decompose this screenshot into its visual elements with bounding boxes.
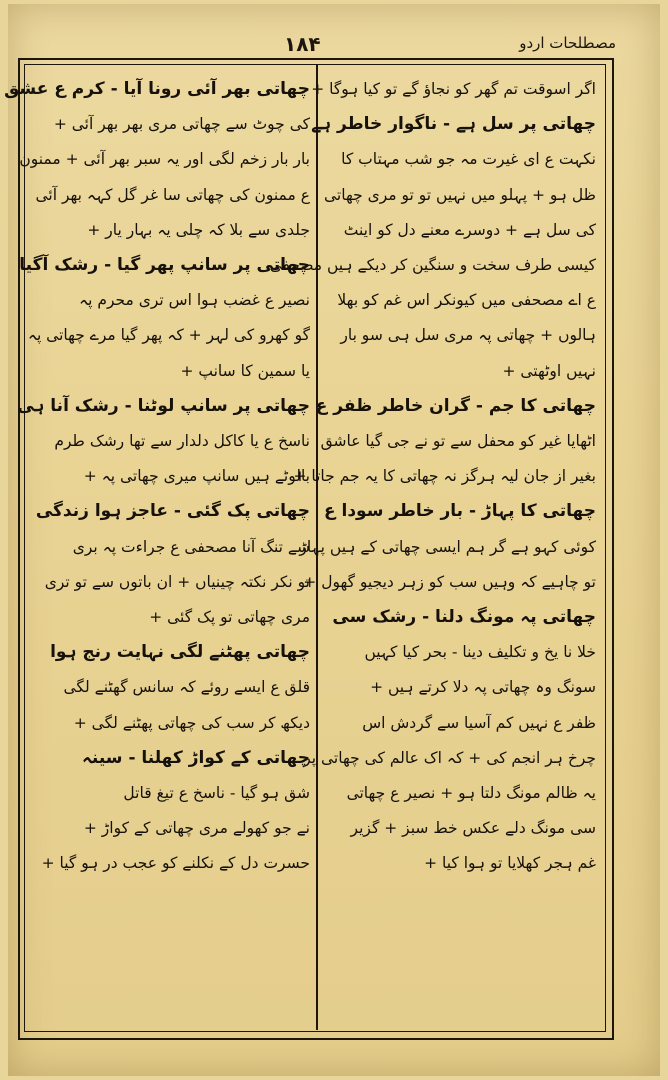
text-line: تو نکر نکتہ چینیاں + ان باتوں سے تو تری — [44, 572, 310, 591]
text-line: خلا نا یخ و تکلیف دینا - بحر کیا کہیں — [364, 643, 596, 662]
text-line: نصیر ع غضب ہوا اس تری محرم پہ — [79, 291, 310, 310]
text-line: حسرت دل کے نکلنے کو عجب در ہو گیا + — [41, 854, 310, 873]
text-line: غم ہجر کھلایا تو ہوا کیا + — [424, 854, 596, 873]
entry-heading-line: چھاتی پر سانپ لوٹنا - رشک آنا ہی — [17, 395, 310, 416]
text-line: گو کھرو کی لہر + کہ پھر گیا مرے چھاتی پہ — [27, 326, 310, 345]
left-text-column — [4, 72, 310, 1022]
entry-heading-line: چھاتی کا پہاڑ - بار خاطر سودا ع — [323, 501, 596, 522]
text-line: جلدی سے بلا کہ چلی یہ بہار یار + — [87, 220, 310, 239]
entry-heading-line: چھاتی بھر آئی رونا آیا - کرم ع عشق — [4, 79, 310, 99]
entry-heading-line: چھاتی پہ مونگ دلنا - رشک سی — [332, 607, 596, 628]
text-line: ظفر ع نہیں کم آسیا سے گردش اس — [362, 713, 596, 732]
text-line: مری چھاتی تو پک گئی + — [149, 608, 310, 627]
text-line: یا سمین کا سانپ + — [180, 361, 310, 380]
entry-heading-line: چھاتی پر سانپ پھر گیا - رشک آگیا — [19, 255, 310, 276]
text-line: نہیں اوٹھتی + — [502, 361, 596, 380]
entry-heading-line: چھاتی پک گئی - عاجز ہوا زندگی — [35, 501, 310, 522]
entry-heading-line: چھاتی کے کواڑ کھلنا - سینہ — [81, 747, 310, 768]
text-line: چرخ ہر انجم کی + کہ اک عالم کی چھاتی پر — [303, 748, 596, 767]
text-line: بغیر از جان لیہ ہرگز نہ چھاتی کا یہ جم جاتا + — [293, 467, 596, 486]
entry-heading-line: چھاتی پھٹنے لگی نہایت رنج ہوا — [50, 642, 310, 663]
text-line: یہ ظالم مونگ دلتا ہو + نصیر ع چھاتی — [346, 784, 596, 803]
text-line: دیکھ کر سب کی چھاتی پھٹنے لگی + — [73, 713, 310, 732]
text-line: اگر اسوقت تم گھر کو نجاؤ گے تو کیا ہوگا + — [311, 80, 596, 98]
page-number: ۱۸۴ — [284, 32, 321, 56]
entry-heading-line: چھاتی کا جم - گران خاطر ظفر ع — [315, 395, 596, 416]
page-header — [0, 30, 668, 58]
text-line: اٹھایا غیر کو محفل سے تو نے جی گیا عاشق — [320, 432, 596, 451]
text-line: شق ہو گیا - ناسخ ع تیغ قاتل — [123, 784, 310, 803]
entry-heading-line: چھاتی پر سل ہے - ناگوار خاطر ہے — [311, 114, 596, 135]
text-line: ع ممنون کی چھاتی سا غر گل کہہ بھر آئی — [35, 185, 310, 204]
text-line: بالوٹے ہیں سانپ میری چھاتی پہ + — [83, 467, 310, 486]
text-line: ع اے مصحفی میں کیونکر اس غم کو بھلا — [337, 291, 596, 310]
text-line: کی سل ہے + دوسرے معنے دل کو اینٹ — [343, 220, 596, 239]
text-line: سونگ وہ چھاتی پہ دلا کرتے ہیں + — [370, 678, 596, 697]
text-line: نکہت ع ای غیرت مہ جو شب مہتاب کا — [341, 150, 596, 169]
text-line: تو چاہیے کہ وہیں سب کو زہر دیجیو گھول + — [303, 572, 596, 591]
running-title: مصطلحات اردو — [519, 34, 616, 52]
text-line: ناسخ ع یا کاکل دلدار سے تھا رشک طرم — [54, 432, 310, 451]
text-line: سی مونگ دلے عکس خط سبز + گزیر — [350, 819, 596, 838]
text-line: نے جو کھولے مری چھاتی کے کواڑ + — [83, 819, 310, 838]
text-line: ظل ہو + پہلو میں نہیں تو تو مری چھاتی — [324, 185, 596, 204]
text-line: ہالوں + چھاتی پہ مری سل ہی سو بار — [340, 326, 596, 345]
right-text-column — [269, 72, 596, 1022]
text-line: کوئی کہو ہے گر ہم ایسی چھاتی کے ہیں پہاڑ — [299, 537, 596, 556]
text-line: کیسی طرف سخت و سنگین کر دیکے ہیں مصحفی — [269, 256, 596, 275]
text-line: قلق ع ایسے روئے کہ سانس گھٹنے لگی — [63, 678, 310, 697]
text-line: بار بار زخم لگی اور یہ سبر بھر آئی + ممنون — [19, 150, 310, 169]
text-line: سے تنگ آنا مصحفی ع جراءت پہ بری — [72, 537, 310, 556]
text-line: کی چوٹ سے چھاتی مری بھر بھر آئی + — [53, 115, 310, 134]
